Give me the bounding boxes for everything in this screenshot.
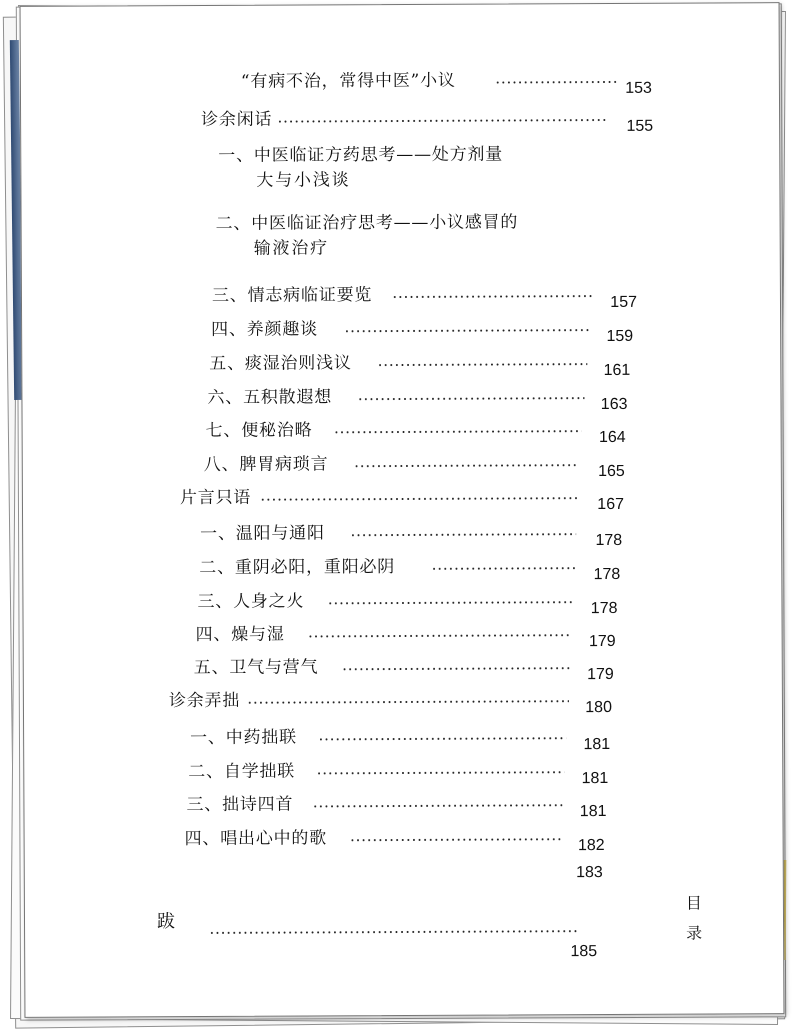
toc-entry-page-number: 155	[626, 117, 654, 135]
toc-entry-title-continued: 输液治疗	[253, 238, 329, 259]
toc-entry-page-number: 181	[579, 803, 607, 821]
toc-entry-title: 二、中医临证治疗思考——小议感冒的	[215, 212, 519, 234]
dot-leader	[495, 80, 617, 85]
dot-leader	[334, 429, 582, 434]
toc-entry	[169, 691, 612, 729]
table-of-contents-page	[20, 2, 785, 1018]
toc-entry-title: 二、重阴必阳，重阳必阴	[199, 557, 396, 578]
toc-entry-title: 七、便秘治略	[205, 420, 313, 441]
toc-entry-title: 跋	[156, 911, 176, 933]
toc-entry-page-number: 179	[587, 665, 614, 684]
toc-entry-page-number: 183	[576, 864, 603, 882]
dot-leader	[327, 600, 572, 605]
toc-entry	[206, 421, 626, 459]
toc-entry	[218, 144, 651, 191]
dot-leader	[392, 294, 592, 299]
toc-entry-page-number: 163	[600, 395, 628, 414]
toc-entry-page-number: 178	[590, 599, 618, 618]
toc-entry-page-number: 161	[603, 361, 631, 380]
toc-entry	[190, 728, 610, 766]
dot-leader	[312, 803, 562, 808]
dot-leader	[350, 837, 561, 842]
toc-entry-page-number: 181	[583, 735, 611, 754]
toc-entry-title: 二、自学拙联	[188, 761, 296, 783]
toc-entry-title: 四、燥与湿	[195, 624, 285, 646]
toc-entry	[185, 829, 605, 867]
dot-leader	[318, 736, 566, 741]
dot-leader	[344, 328, 589, 333]
dot-leader	[209, 929, 579, 935]
toc-entry-page-number: 167	[597, 495, 625, 514]
dot-leader	[350, 532, 576, 537]
toc-entry-title: 诊余弄拙	[168, 690, 241, 712]
toc-entry-page-number: 180	[585, 698, 613, 717]
toc-entry	[201, 110, 653, 148]
dot-leader	[260, 496, 580, 502]
toc-entry-page-number: 178	[593, 565, 621, 584]
toc-entry	[241, 72, 652, 110]
toc-entry-title: 六、五积散遐想	[207, 387, 333, 408]
toc-entry	[212, 286, 637, 324]
toc-entry-title: 诊余闲话	[201, 109, 273, 130]
toc-entry-title: 八、脾胃病琐言	[203, 454, 329, 475]
toc-entry-title: 片言只语	[179, 487, 252, 509]
toc-entry-page-overflow	[561, 856, 603, 892]
toc-entry-page-number: 181	[581, 769, 609, 788]
toc-entry-page-number: 164	[598, 428, 626, 447]
toc-entry-title: 五、卫气与营气	[193, 657, 319, 679]
toc-entry-page-number: 153	[625, 79, 652, 97]
dot-leader	[308, 633, 572, 638]
toc-entry-title-continued: 大与小浅谈	[256, 170, 351, 191]
toc-entry-title: 四、养颜趣谈	[211, 319, 318, 340]
toc-entry-page-number: 179	[588, 632, 616, 651]
toc-entry	[200, 524, 622, 562]
toc-entry	[156, 911, 598, 961]
toc-entry-title: 三、拙诗四首	[186, 794, 294, 816]
toc-entry	[211, 320, 633, 358]
toc-entry-title: 三、情志病临证要览	[211, 285, 373, 306]
dot-leader	[377, 362, 587, 367]
toc-entry-title: 一、中医临证方药思考——处方剂量	[218, 144, 504, 166]
toc-entry	[180, 488, 624, 526]
toc-entry-page-number: 178	[595, 531, 623, 550]
toc-entry-title: 五、痰湿治则浅议	[209, 353, 352, 374]
contents-side-label: 目录	[685, 893, 703, 943]
toc-entry-page-number: 185	[570, 943, 598, 961]
toc-entry-title: 一、中药拙联	[190, 727, 297, 749]
dot-leader	[247, 699, 569, 705]
dot-leader	[277, 118, 607, 124]
dot-leader	[431, 566, 576, 571]
dot-leader	[342, 666, 570, 671]
toc-entry-page-number: 157	[610, 293, 638, 311]
dot-leader	[357, 396, 584, 401]
toc-entry	[209, 354, 630, 392]
dot-leader	[316, 770, 564, 775]
toc-entry-page-number: 159	[606, 327, 634, 345]
toc-entry-title: “有病不治，常得中医”小议	[240, 70, 456, 92]
toc-entry-title: 四、唱出心中的歌	[184, 828, 328, 850]
toc-entry	[199, 558, 620, 596]
dot-leader	[354, 463, 579, 468]
toc-entry-page-number: 165	[598, 462, 625, 481]
toc-entry-page-number: 182	[577, 837, 605, 855]
toc-entry-title: 三、人身之火	[197, 591, 305, 613]
toc-entry-title: 一、温阳与通阳	[200, 523, 325, 544]
toc-entry	[186, 795, 606, 833]
toc-entry	[215, 212, 644, 259]
